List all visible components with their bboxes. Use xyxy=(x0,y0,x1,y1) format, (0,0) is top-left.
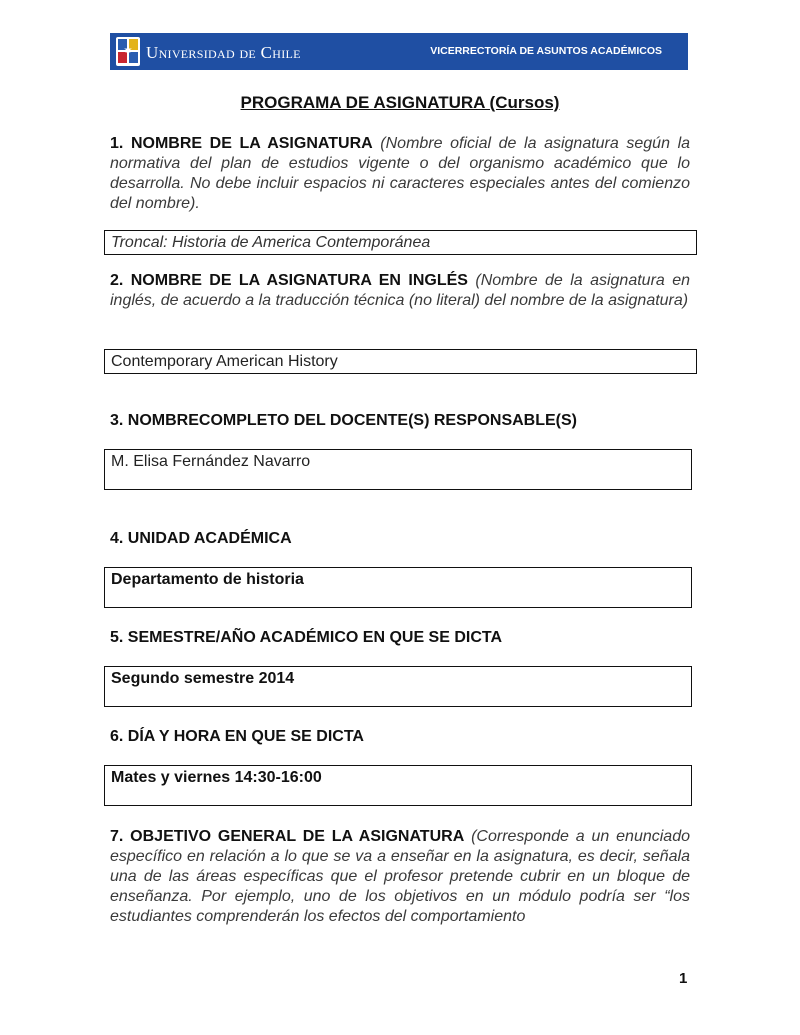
section-5-heading: 5. SEMESTRE/AÑO ACADÉMICO EN QUE SE DICTA xyxy=(110,629,503,646)
section-3-value: M. Elisa Fernández Navarro xyxy=(111,453,311,470)
section-6-value-box xyxy=(104,765,692,806)
section-4-value: Departamento de historia xyxy=(111,571,304,588)
university-crest-icon: ★ xyxy=(116,37,140,66)
university-name: Universidad de Chile xyxy=(146,43,301,62)
section-4-heading: 4. UNIDAD ACADÉMICA xyxy=(110,530,292,547)
section-1-value-box xyxy=(104,230,697,255)
section-7-paragraph xyxy=(110,827,690,927)
section-2-value: Contemporary American History xyxy=(111,353,338,370)
section-6-heading: 6. DÍA Y HORA EN QUE SE DICTA xyxy=(110,728,364,745)
section-5-value-box xyxy=(104,666,692,707)
university-banner xyxy=(110,33,688,70)
section-3-heading: 3. NOMBRECOMPLETO DEL DOCENTE(S) RESPONSABLE(S) xyxy=(110,412,577,429)
vicerrectoria-label: VICERRECTORÍA DE ASUNTOS ACADÉMICOS xyxy=(430,45,662,57)
section-7-description: (Corresponde a un enunciado específico en relación a lo que se va a enseñar en la asignatura, es decir, señala una de las áreas específicas que el profesor pretende cubrir en un bloque de enseñanza. Por ejemplo, uno de los objetivos en un módulo podría ser “los estudiantes comprenderán los efectos del comportamiento xyxy=(110,828,690,925)
section-2-value-box xyxy=(104,349,697,374)
section-6-value: Mates y viernes 14:30-16:00 xyxy=(111,769,322,786)
section-1-description: (Nombre oficial de la asignatura según la normativa del plan de estudios vigente o del organismo académico que lo desarrolla. No debe incluir espacios ni caracteres especiales antes del comienzo del nombre). xyxy=(110,135,691,212)
section-2-paragraph xyxy=(110,271,690,311)
section-2-heading: 2. NOMBRE DE LA ASIGNATURA EN INGLÉS xyxy=(110,272,468,289)
section-3-value-box xyxy=(104,449,692,490)
section-4-value-box xyxy=(104,567,692,608)
section-1-paragraph xyxy=(110,134,690,214)
section-1-heading: 1. NOMBRE DE LA ASIGNATURA xyxy=(110,135,373,152)
section-2-description: (Nombre de la asignatura en inglés, de acuerdo a la traducción técnica (no literal) del nombre de la asignatura) xyxy=(110,272,691,309)
section-5-value: Segundo semestre 2014 xyxy=(111,670,295,687)
document-title: PROGRAMA DE ASIGNATURA (Cursos) xyxy=(240,93,560,112)
section-1-value: Troncal: Historia de America Contemporánea xyxy=(111,234,431,251)
page-number: 1 xyxy=(679,970,688,987)
section-7-heading: 7. OBJETIVO GENERAL DE LA ASIGNATURA xyxy=(110,828,465,845)
